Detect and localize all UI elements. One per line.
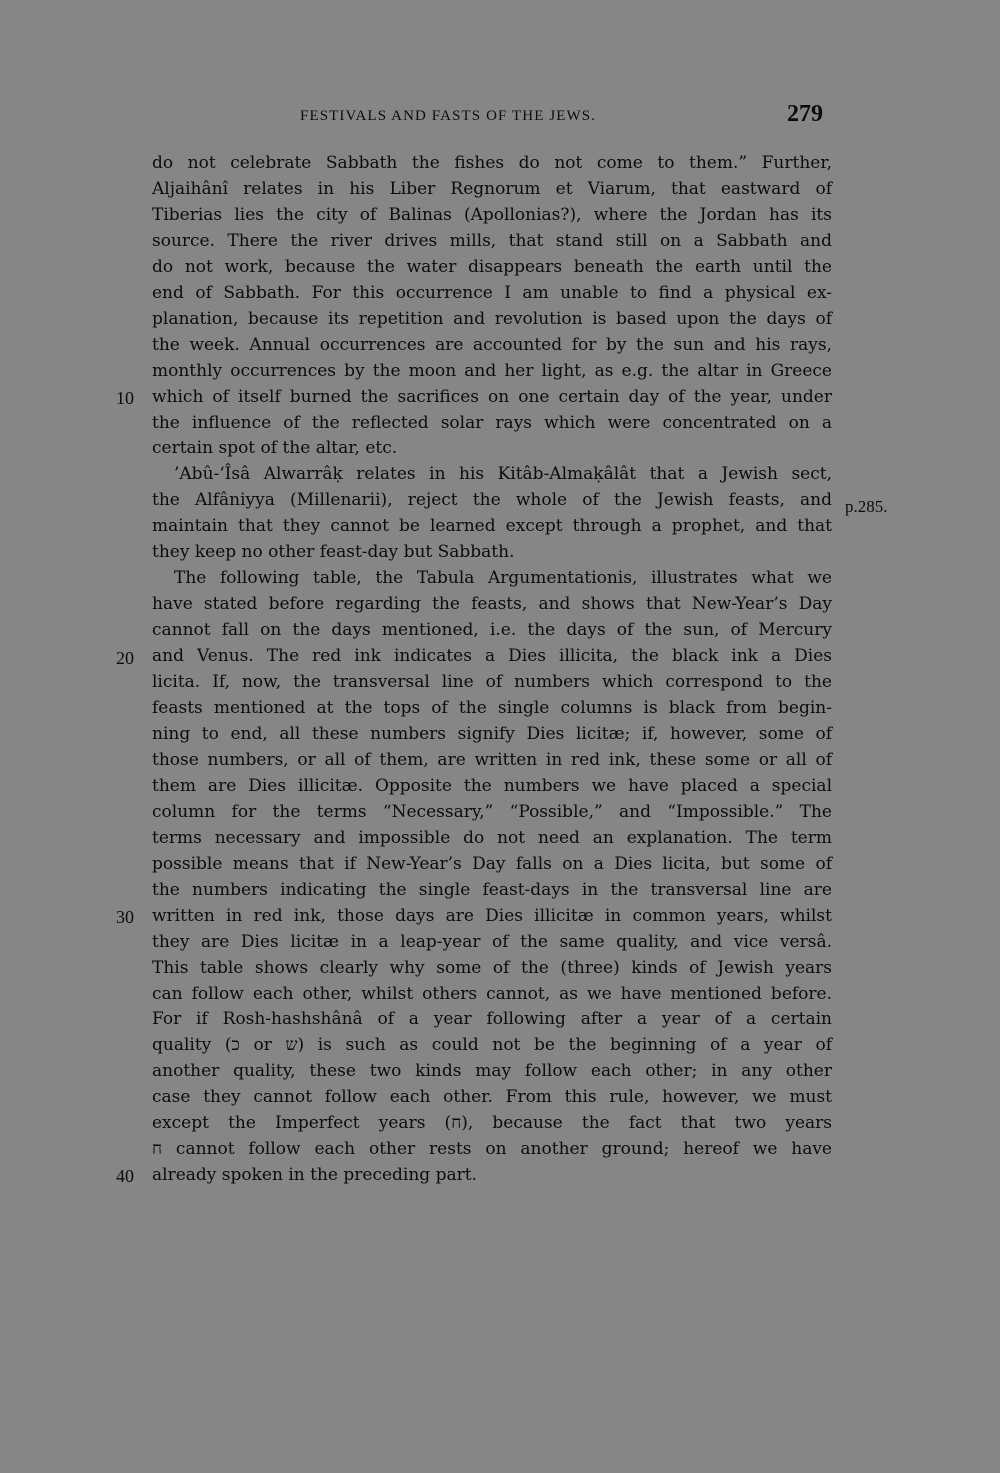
text-line: the Alfâniyya (Millenarii), reject the whole of the Jewish feasts, and [152,490,832,511]
text-line: Tiberias lies the city of Balinas (Apollonias?), where the Jordan has its [152,204,832,225]
line-number-10: 10 [116,388,134,408]
body-text [152,151,832,1189]
text-line: The following table, the Tabula Argumentationis, illustrates what we [174,568,832,589]
text-line: the influence of the reflected solar rays which were concentrated on a [152,412,832,433]
text-line: certain spot of the altar, etc. [152,438,398,459]
text-line: monthly occurrences by the moon and her light, as e.g. the altar in Greece [152,360,832,381]
text-line: and Venus. The red ink indicates a Dies illicita, the black ink a Dies [152,646,832,667]
text-line: ח cannot follow each other rests on another ground; hereof we have [152,1139,832,1160]
text-line: terms necessary and impossible do not need an explanation. The term [152,827,832,848]
text-line: end of Sabbath. For this occurrence I am unable to find a physical ex- [152,282,832,303]
text-line: licita. If, now, the transversal line of numbers which correspond to the [152,672,832,693]
text-line: column for the terms “Necessary,” “Possible,” and “Impossible.” The [152,801,832,822]
text-line: case they cannot follow each other. From this rule, however, we must [152,1087,832,1108]
text-line: already spoken in the preceding part. [152,1165,477,1186]
text-line: possible means that if New-Year’s Day falls on a Dies licita, but some of [152,853,832,874]
text-line: cannot fall on the days mentioned, i.e. the days of the sun, of Mercury [152,620,832,641]
text-line: which of itself burned the sacrifices on one certain day of the year, under [152,386,832,407]
text-line: ’Abû-‘Îsâ Alwarrâḳ relates in his Kitâb-Almaḳâlât that a Jewish sect, [174,464,832,485]
text-line: they are Dies licitæ in a leap-year of the same quality, and vice versâ. [152,931,832,952]
header-title: FESTIVALS AND FASTS OF THE JEWS. [300,108,597,124]
text-line: do not celebrate Sabbath the fishes do not come to them.” Further, [152,153,832,173]
text-line: For if Rosh-hashshânâ of a year following after a year of a certain [152,1009,832,1030]
text-line: written in red ink, those days are Dies illicitæ in common years, whilst [152,905,832,926]
text-line: another quality, these two kinds may follow each other; in any other [152,1061,832,1082]
text-line: quality (כ or ש) is such as could not be the beginning of a year of [152,1035,833,1056]
text-line: the week. Annual occurrences are accounted for by the sun and his rays, [152,334,832,355]
text-line: those numbers, or all of them, are written in red ink, these some or all of [152,749,832,770]
text-line: This table shows clearly why some of the (three) kinds of Jewish years [152,957,832,978]
line-number-30: 30 [116,907,134,927]
line-number-20: 20 [116,648,134,668]
margin-page-reference: p.285. [845,497,888,516]
text-line: planation, because its repetition and revolution is based upon the days of [152,308,832,329]
text-line: source. There the river drives mills, that stand still on a Sabbath and [152,230,832,251]
page-number: 279 [787,101,823,127]
text-line: maintain that they cannot be learned except through a prophet, and that [152,516,832,537]
text-line: feasts mentioned at the tops of the single columns is black from begin- [152,698,832,719]
text-line: Aljaihânî relates in his Liber Regnorum et Viarum, that eastward of [152,178,832,199]
text-line: do not work, because the water disappears beneath the earth until the [152,256,832,277]
text-line: except the Imperfect years (ח), because the fact that two years [152,1113,832,1134]
text-line: the numbers indicating the single feast-days in the transversal line are [152,879,832,900]
line-number-40: 40 [116,1166,134,1186]
text-line: have stated before regarding the feasts, and shows that New-Year’s Day [152,594,832,615]
text-line: them are Dies illicitæ. Opposite the numbers we have placed a special [152,775,832,796]
text-line: can follow each other, whilst others cannot, as we have mentioned before. [152,983,832,1004]
text-line: they keep no other feast-day but Sabbath. [152,542,515,563]
text-line: ning to end, all these numbers signify Dies licitæ; if, however, some of [152,723,832,744]
